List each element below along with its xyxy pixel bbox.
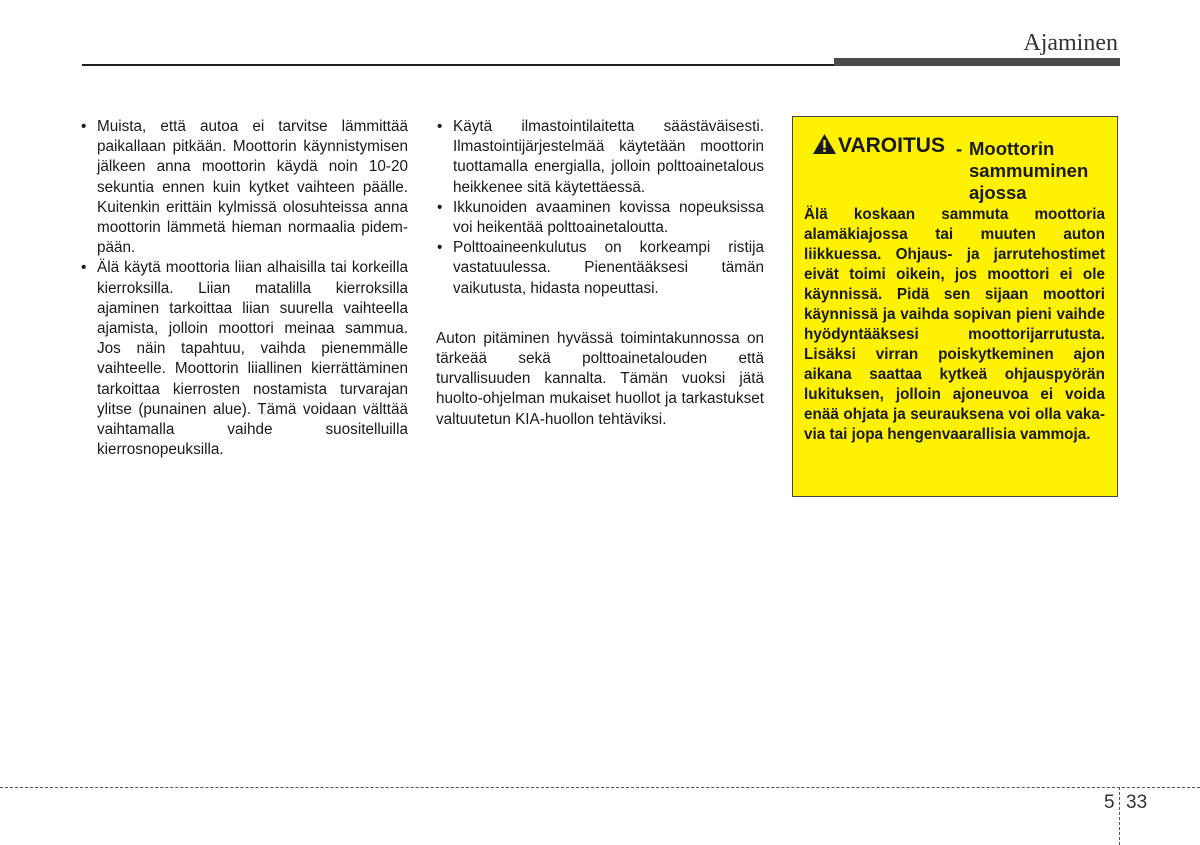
middle-column [436, 117, 764, 445]
page-number: 33 [1126, 792, 1148, 813]
warning-header [804, 117, 1105, 205]
warning-title [956, 138, 1119, 204]
body-paragraph: Auton pitäminen hyvässä toimintakunnossa on tärkeää sekä polttoainetalouden että turvallisuuden kannalta. Tämän vuoksi jätä huolto-ohjelman mukaiset huollot ja tarkastukset valtuutetun KIA-huollon tehtäviksi. [436, 329, 764, 428]
left-column [80, 117, 408, 460]
middle-bullet-list [436, 117, 764, 299]
warning-triangle-icon [812, 133, 837, 155]
list-item: • Älä käytä moottoria liian alhaisilla tai korkeilla kierroksilla. Liian matalilla kierroksilla ajaminen tarkoittaa liian suurella vaihteella ajamista, jolloin moottori meinaa sammua. Jos näin tapahtuu, vaihda pienemmälle vaihteelle. Moottorin liiallinen kierrättäminen tarkoittaa kierrosten nostamista turvarajan ylitse (punainen alue). Tämä voidaan välttää vaihtamalla vaihde suositelluilla kierrosnopeuksilla. [80, 258, 408, 460]
section-title: Ajaminen [1023, 30, 1118, 56]
chapter-number: 5 [1104, 792, 1115, 813]
list-item: • Käytä ilmastointilaitetta säästäväisesti. Ilmastointijärjestelmää käytetään moottorin tuottamalla energialla, jolloin polttoainetalous heikkenee sitä käytettäessä. [436, 117, 764, 198]
warning-box [792, 116, 1118, 497]
left-bullet-list [80, 117, 408, 460]
list-item: • Ikkunoiden avaaminen kovissa nopeuksissa voi heikentää polttoainetaloutta. [436, 198, 764, 238]
footer-rule [0, 787, 1200, 788]
header-rule [82, 64, 834, 66]
warning-body: Älä koskaan sammuta moottoria alamäkiajossa tai muuten auton liikkuessa. Ohjaus- ja jarrutehostimet eivät toimi oikein, jos moottori ei ole käynnissä. Pidä sen sijaan moottori käynnissä ja vaihda sopivan pieni vaihde hyödyntääksesi moottorijarrutusta. Lisäksi virran poiskytkeminen ajon aikana saattaa kytkeä ohjauspyörän lukituksen, jolloin ajoneuvoa ei voida enää ohjata ja seurauksena voi olla vakavia tai jopa hengenvaarallisia vammoja. [804, 206, 1105, 443]
list-item: • Polttoaineenkulutus on korkeampi ristija vastatuulessa. Pienentääksesi tämän vaikutusta, hidasta nopeuttasi. [436, 238, 764, 299]
warning-label: VAROITUS [838, 134, 945, 157]
warning-dash: - [956, 138, 963, 159]
header-rule-accent [834, 58, 1120, 66]
list-item: • Muista, että autoa ei tarvitse lämmittää paikallaan pitkään. Moottorin käynnistymisen jälkeen anna moottorin käydä noin 10-20 sekuntia ennen kuin kytket vaihteen päälle. Kuitenkin erittäin kylmissä olosuhteissa anna moottorin lämmetä hieman normaalia pidempään. [80, 117, 408, 258]
warning-title-text: Moottorin sammuminen ajossa [969, 138, 1089, 203]
footer-divider [1119, 787, 1120, 845]
